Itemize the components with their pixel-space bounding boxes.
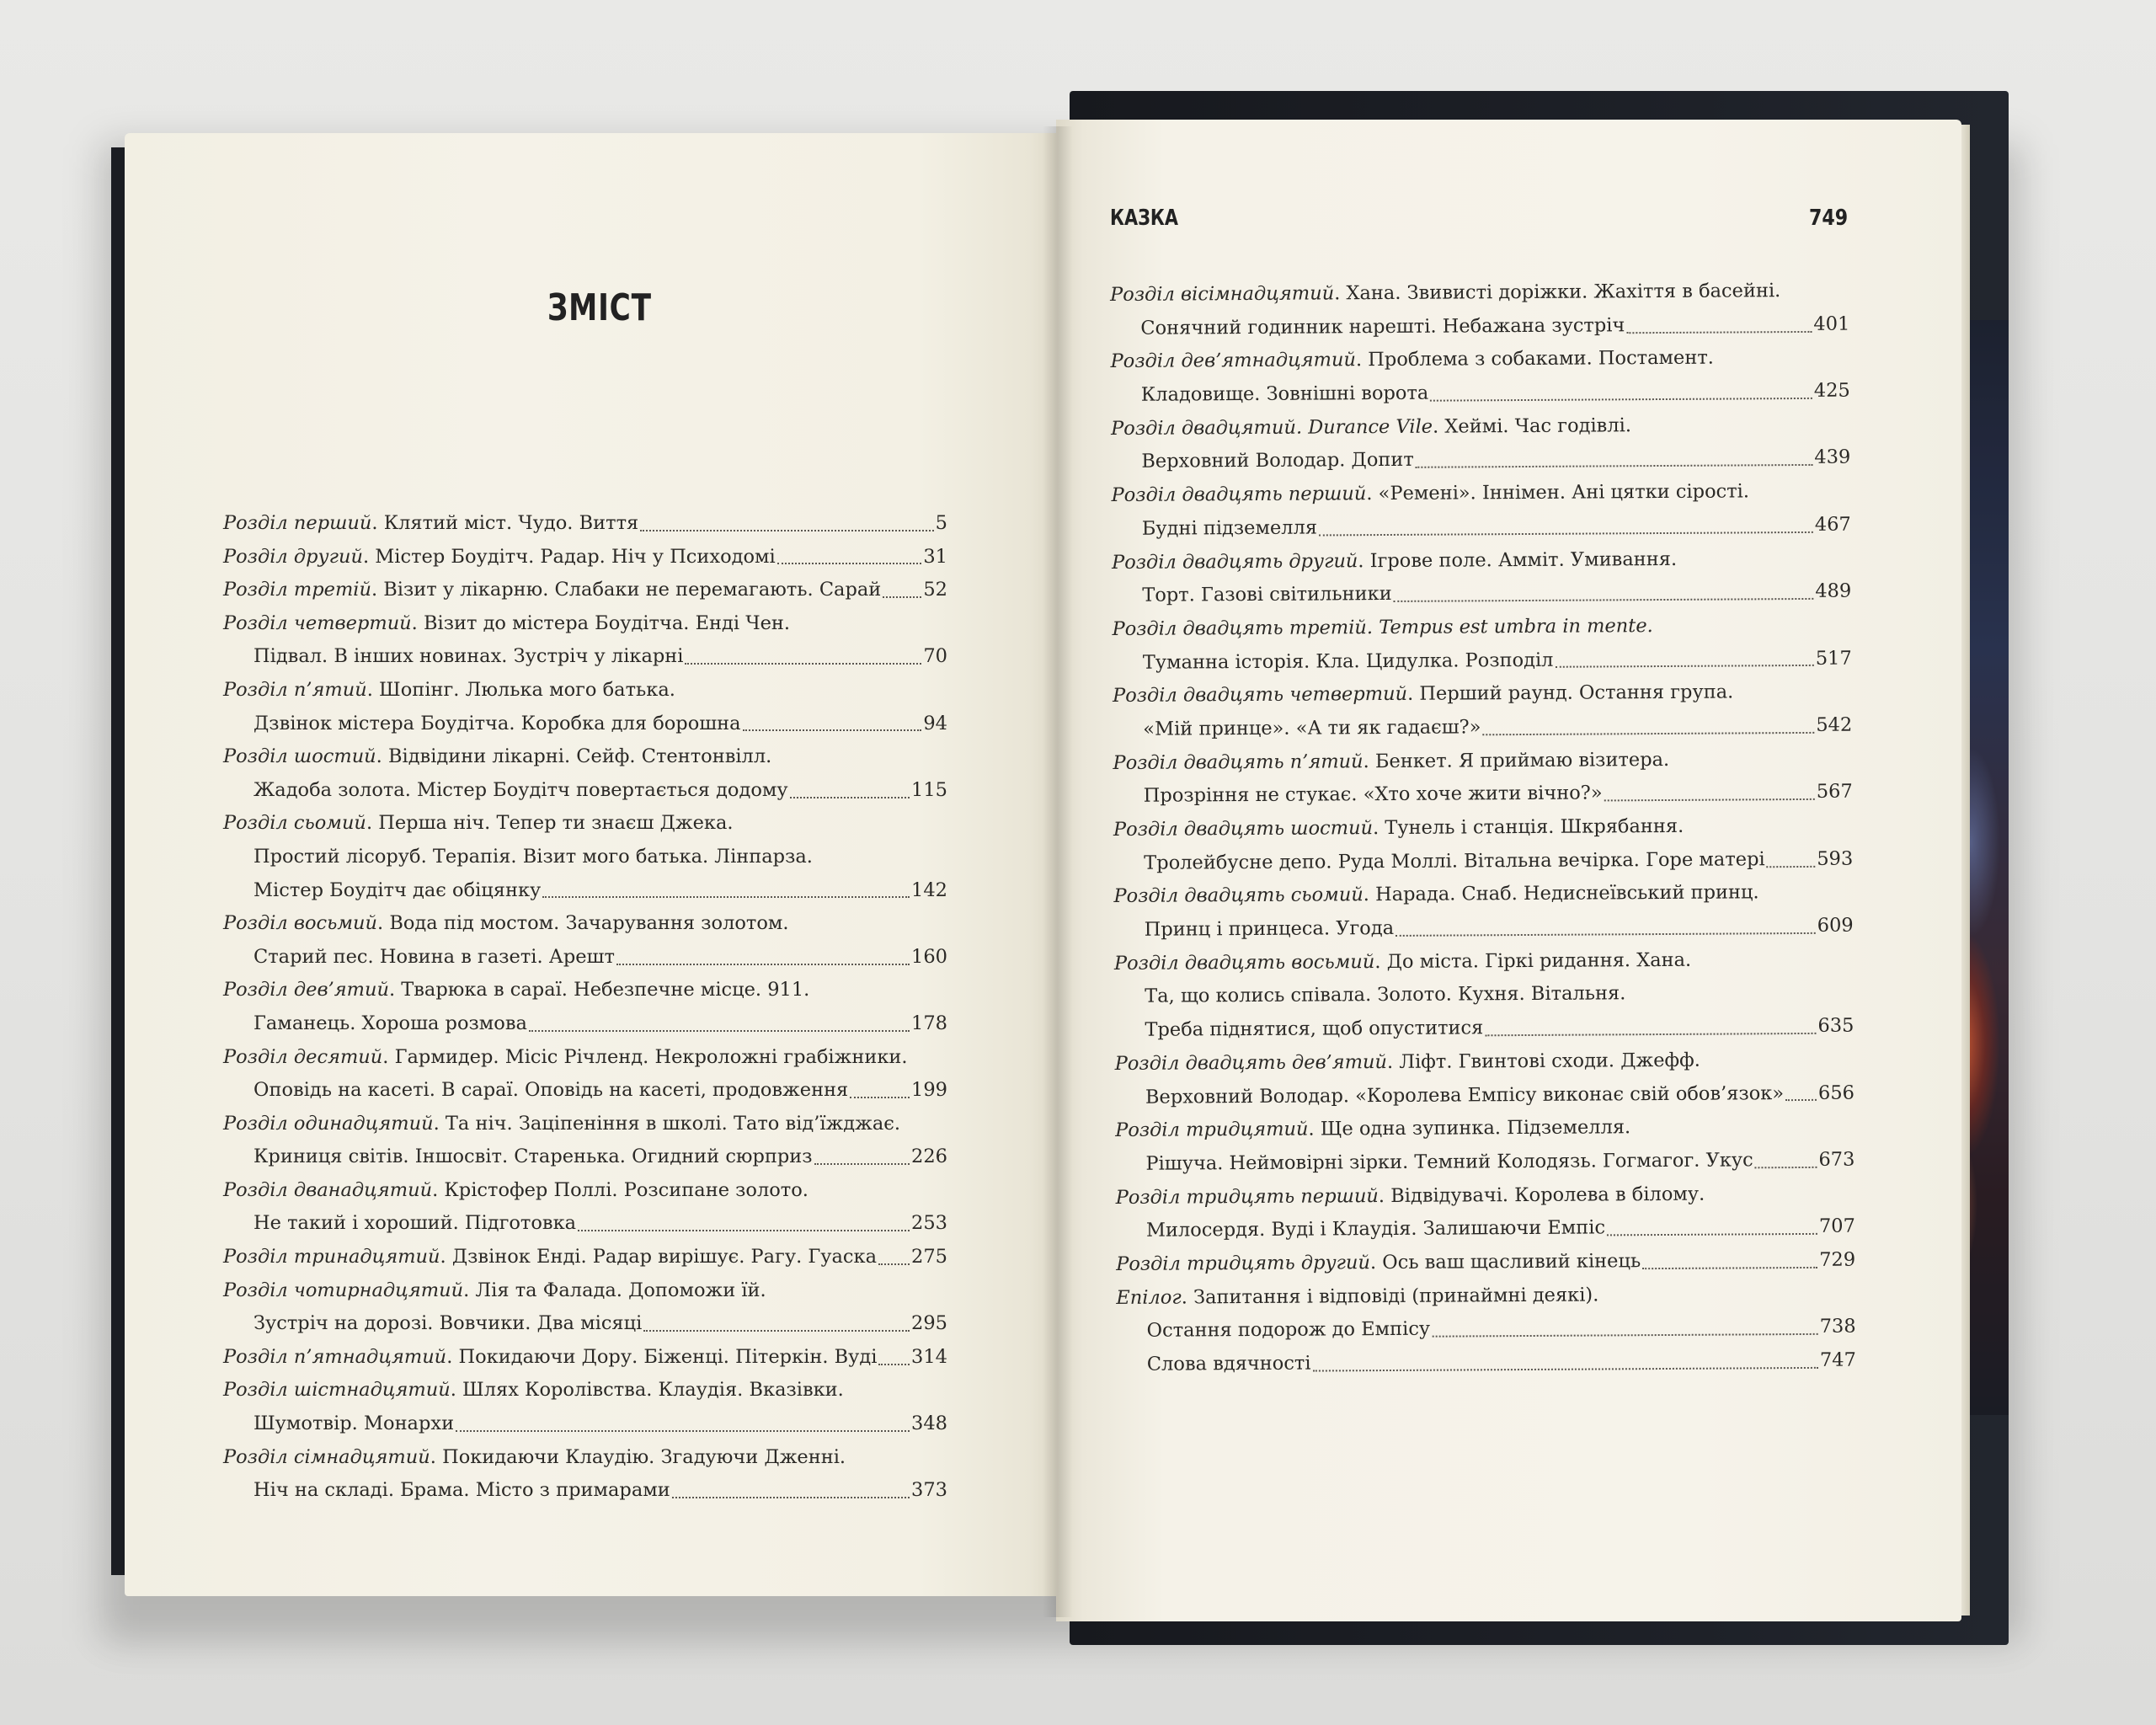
toc-chapter-label: Розділ двадцять восьмий bbox=[1113, 950, 1375, 975]
toc-entry-text: . Крістофер Поллі. Розсипане золото. bbox=[432, 1178, 808, 1201]
toc-line bbox=[223, 1174, 947, 1208]
toc-entry-text: Будні підземелля bbox=[1141, 516, 1318, 540]
toc-entry-text: . Лія та Фалада. Допоможи їй. bbox=[463, 1279, 766, 1301]
toc-page-number: 467 bbox=[1814, 513, 1851, 536]
toc-line bbox=[223, 1407, 947, 1441]
toc-line bbox=[223, 1140, 947, 1174]
toc-entry-text: Криниця світів. Іншосвіт. Старенька. Огидний сюрприз bbox=[253, 1146, 813, 1168]
toc-line bbox=[223, 507, 947, 541]
toc-page-number: 160 bbox=[911, 945, 947, 968]
toc-line bbox=[1113, 876, 1853, 914]
toc-entry-text: «Мій принце». «А ти як гадаєш?» bbox=[1143, 716, 1481, 740]
toc-line bbox=[223, 1074, 947, 1108]
toc-line bbox=[1116, 1210, 1855, 1248]
toc-line bbox=[223, 1007, 947, 1041]
toc-entry-text: . Тварюка в сараї. Небезпечне місце. 911. bbox=[388, 979, 810, 1001]
toc-leader-dots bbox=[1755, 1167, 1817, 1168]
toc-line bbox=[223, 740, 947, 774]
toc-line bbox=[223, 874, 947, 908]
toc-chapter-label: Розділ дев’ятий bbox=[223, 979, 389, 1001]
toc-entry-text: Не такий і хороший. Підготовка bbox=[253, 1212, 577, 1235]
toc-entry-text: . Шлях Королівства. Клаудія. Вказівки. bbox=[450, 1379, 844, 1402]
toc-line bbox=[223, 1374, 947, 1407]
toc-chapter-label: Розділ тринадцятий bbox=[223, 1246, 440, 1268]
toc-entry-text: . «Ремені». Іннімен. Ані цятки сірості. bbox=[1366, 480, 1750, 505]
toc-line bbox=[223, 1307, 947, 1341]
toc-line bbox=[223, 1341, 947, 1375]
toc-leader-dots bbox=[1416, 464, 1813, 468]
toc-line bbox=[1112, 609, 1851, 647]
toc-chapter-label: Розділ двадцять сьомий bbox=[1113, 884, 1364, 908]
toc-entry-text: . Хеймі. Час годівлі. bbox=[1432, 414, 1632, 438]
toc-line bbox=[1111, 408, 1850, 446]
toc-entry-text: Прозріння не стукає. «Хто хоче жити вічно?» bbox=[1143, 782, 1603, 808]
toc-line bbox=[223, 1041, 947, 1075]
toc-chapter-label: Розділ двадцятий. Durance Vile bbox=[1111, 415, 1433, 440]
toc-line bbox=[223, 907, 947, 941]
toc-leader-dots bbox=[1313, 1367, 1818, 1372]
toc-page-number: 439 bbox=[1814, 446, 1851, 469]
toc-chapter-label: Розділ двадцять перший bbox=[1111, 483, 1367, 507]
toc-page-number: 295 bbox=[911, 1312, 947, 1335]
toc-page-number: 425 bbox=[1813, 379, 1850, 402]
toc-line bbox=[223, 1274, 947, 1308]
toc-entry-text: Шумотвір. Монархи bbox=[253, 1413, 455, 1435]
toc-leader-dots bbox=[529, 1030, 910, 1032]
toc-chapter-label: Розділ дванадцятий bbox=[223, 1178, 433, 1201]
toc-entry-text: Дзвінок містера Боудітча. Коробка для борошна bbox=[253, 712, 741, 734]
toc-line bbox=[223, 708, 947, 741]
toc-line bbox=[1110, 307, 1849, 345]
toc-entry-text: . Клятий міст. Чудо. Виття bbox=[371, 512, 639, 534]
toc-entry-text: . Перший раунд. Остання група. bbox=[1406, 681, 1734, 706]
toc-line bbox=[1115, 1143, 1854, 1181]
toc-leader-dots bbox=[814, 1163, 910, 1165]
toc-entry-text: . Дзвінок Енді. Радар вирішує. Рагу. Гуаска bbox=[440, 1246, 878, 1268]
toc-entry-text: . Ігрове поле. Амміт. Умивання. bbox=[1358, 547, 1678, 572]
toc-page-number: 729 bbox=[1819, 1248, 1856, 1271]
toc-line bbox=[223, 1441, 947, 1475]
toc-page-number: 489 bbox=[1815, 579, 1852, 603]
toc-entry-text: . Покидаючи Дору. Біженці. Пітеркін. Вуді bbox=[446, 1345, 878, 1368]
toc-page-number: 253 bbox=[911, 1212, 947, 1235]
toc-leader-dots bbox=[743, 729, 922, 731]
toc-leader-dots bbox=[643, 1330, 910, 1332]
toc-line bbox=[1113, 776, 1853, 814]
toc-entry-text: Оповідь на касеті. В сараї. Оповідь на касеті, продовження bbox=[253, 1079, 849, 1102]
toc-line bbox=[1115, 1076, 1854, 1114]
toc-page-number: 517 bbox=[1815, 647, 1852, 670]
toc-entry-text: . Ще одна зупинка. Підземелля. bbox=[1308, 1116, 1631, 1140]
toc-page-number: 673 bbox=[1818, 1148, 1855, 1171]
toc-entry-text: . Проблема з собаками. Постамент. bbox=[1355, 346, 1714, 371]
toc-entry-text: Зустріч на дорозі. Вовчики. Два місяці bbox=[253, 1312, 643, 1335]
toc-entry-text: . Бенкет. Я приймаю візитера. bbox=[1363, 748, 1670, 772]
toc-line bbox=[223, 640, 947, 674]
toc-chapter-label: Розділ третій bbox=[223, 579, 371, 601]
toc-line bbox=[1113, 676, 1852, 713]
toc-page-number: 52 bbox=[923, 579, 947, 601]
toc-leader-dots bbox=[1394, 598, 1814, 602]
toc-chapter-label: Розділ тридцять другий bbox=[1116, 1252, 1371, 1275]
toc-entry-text: . Запитання і відповіді (принаймні деякі). bbox=[1181, 1284, 1599, 1309]
toc-chapter-label: Розділ п’ятнадцятий bbox=[223, 1345, 447, 1368]
toc-right-column bbox=[1110, 275, 1856, 1382]
toc-chapter-label: Розділ одинадцятий bbox=[223, 1112, 434, 1135]
toc-page-number: 747 bbox=[1819, 1348, 1856, 1371]
toc-line bbox=[1112, 508, 1851, 546]
toc-line bbox=[1117, 1311, 1856, 1348]
toc-line bbox=[223, 574, 947, 607]
toc-line bbox=[1113, 809, 1853, 847]
toc-leader-dots bbox=[1626, 330, 1812, 333]
toc-line bbox=[223, 1474, 947, 1508]
toc-entry-text: . Та ніч. Заціпеніння в школі. Тато від’їжджає. bbox=[433, 1112, 900, 1135]
toc-line bbox=[1111, 475, 1850, 513]
book-gutter bbox=[1043, 126, 1073, 1617]
toc-entry-text: Гаманець. Хороша розмова bbox=[253, 1012, 527, 1034]
toc-line bbox=[223, 541, 947, 574]
toc-line bbox=[1114, 1010, 1854, 1048]
toc-line bbox=[1116, 1244, 1855, 1282]
toc-line bbox=[1115, 1110, 1854, 1148]
toc-leader-dots bbox=[1319, 531, 1813, 537]
toc-entry-text: Ніч на складі. Брама. Місто з примарами bbox=[253, 1479, 670, 1502]
toc-entry-text: . Гармидер. Місіс Річленд. Некроложні грабіжники. bbox=[382, 1045, 908, 1068]
toc-leader-dots bbox=[850, 1097, 910, 1098]
toc-leader-dots bbox=[672, 1497, 910, 1498]
toc-line bbox=[223, 1108, 947, 1141]
toc-entry-text: . До міста. Гіркі ридання. Хана. bbox=[1374, 948, 1692, 973]
toc-page-number: 609 bbox=[1817, 914, 1854, 937]
toc-page-number: 178 bbox=[911, 1012, 947, 1034]
toc-entry-text: Туманна історія. Кла. Цидулка. Розподіл bbox=[1142, 649, 1554, 674]
toc-chapter-label: Розділ двадцять п’ятий bbox=[1113, 750, 1364, 774]
toc-entry-text: . Візит у лікарню. Слабаки не перемагають. Сарай bbox=[371, 579, 882, 601]
toc-chapter-label: Розділ вісімнадцятий bbox=[1110, 282, 1335, 306]
toc-chapter-label: Розділ п’ятий bbox=[223, 678, 367, 701]
toc-chapter-label: Розділ тридцятий bbox=[1115, 1118, 1309, 1142]
toc-line bbox=[1110, 341, 1849, 379]
toc-entry-text: Торт. Газові світильники bbox=[1142, 583, 1392, 606]
toc-entry-text: . Ось ваш щасливий кінець bbox=[1369, 1250, 1641, 1274]
toc-leader-dots bbox=[883, 596, 921, 598]
toc-entry-text: Жадоба золота. Містер Боудітч повертається додому bbox=[253, 778, 788, 801]
toc-leader-dots bbox=[1785, 1099, 1817, 1101]
toc-entry-text: Слова вдячності bbox=[1146, 1352, 1311, 1375]
toc-entry-text: Остання подорож до Емпісу bbox=[1146, 1318, 1431, 1343]
toc-leader-dots bbox=[878, 1263, 910, 1265]
toc-line bbox=[223, 674, 947, 708]
toc-chapter-label: Розділ шостий bbox=[223, 745, 376, 768]
toc-leader-dots bbox=[1485, 1033, 1816, 1036]
toc-chapter-label: Епілог bbox=[1116, 1286, 1182, 1309]
toc-page-number: 142 bbox=[911, 879, 947, 901]
toc-page-number: 70 bbox=[923, 645, 947, 668]
toc-leader-dots bbox=[685, 663, 921, 665]
toc-page-number: 401 bbox=[1813, 312, 1850, 335]
toc-line bbox=[1116, 1177, 1855, 1215]
toc-left-column bbox=[223, 507, 947, 1508]
toc-line bbox=[1116, 1277, 1855, 1315]
toc-line bbox=[1113, 642, 1852, 680]
toc-line bbox=[223, 607, 947, 641]
toc-chapter-label: Розділ двадцять шостий bbox=[1113, 817, 1374, 841]
toc-page-number: 542 bbox=[1816, 713, 1853, 736]
toc-chapter-label: Розділ двадцять другий bbox=[1111, 549, 1358, 574]
toc-entry-text: . Ліфт. Гвинтові сходи. Джефф. bbox=[1386, 1049, 1700, 1073]
toc-page-number: 115 bbox=[911, 778, 947, 801]
toc-page-number: 31 bbox=[923, 545, 947, 568]
toc-entry-text: . Нарада. Снаб. Недиснеївський принц. bbox=[1363, 881, 1759, 906]
toc-line bbox=[223, 1207, 947, 1241]
toc-leader-dots bbox=[1430, 398, 1812, 402]
toc-chapter-label: Розділ тридцять перший bbox=[1115, 1184, 1379, 1209]
toc-chapter-label: Розділ двадцять четвертий bbox=[1112, 683, 1408, 708]
toc-entry-text: Треба піднятися, щоб опуститися bbox=[1145, 1017, 1484, 1041]
toc-line bbox=[223, 841, 947, 874]
toc-page-number: 348 bbox=[911, 1413, 947, 1435]
toc-chapter-label: Розділ четвертий bbox=[223, 611, 412, 634]
toc-chapter-label: Розділ шістнадцятий bbox=[223, 1379, 451, 1402]
toc-leader-dots bbox=[1396, 932, 1816, 937]
toc-leader-dots bbox=[1607, 1233, 1817, 1236]
toc-entry-text: Верховний Володар. «Королева Емпісу виконає свій обов’язок» bbox=[1145, 1081, 1785, 1108]
running-head-page-number: 749 bbox=[1809, 206, 1849, 231]
toc-leader-dots bbox=[1642, 1267, 1817, 1269]
toc-line bbox=[1112, 575, 1851, 613]
toc-leader-dots bbox=[878, 1364, 910, 1365]
toc-chapter-label: Розділ другий bbox=[223, 545, 363, 568]
toc-chapter-label: Розділ сімнадцятий bbox=[223, 1445, 430, 1468]
toc-page-number: 738 bbox=[1819, 1315, 1856, 1338]
toc-leader-dots bbox=[790, 797, 910, 798]
toc-entry-text: Містер Боудітч дає обіцянку bbox=[253, 879, 542, 901]
toc-leader-dots bbox=[1482, 732, 1814, 735]
toc-page-number: 226 bbox=[911, 1146, 947, 1168]
toc-chapter-label: Розділ двадцять дев’ятий bbox=[1114, 1050, 1388, 1075]
toc-leader-dots bbox=[1604, 798, 1815, 802]
toc-page-number: 275 bbox=[911, 1246, 947, 1268]
toc-leader-dots bbox=[1767, 865, 1816, 867]
toc-entry-text: Кладовище. Зовнішні ворота bbox=[1140, 382, 1429, 406]
toc-entry-text: . Хана. Звивисті доріжки. Жахіття в басейні. bbox=[1334, 280, 1781, 305]
toc-chapter-label: Розділ двадцять третій. Tempus est umbra in mente. bbox=[1112, 614, 1653, 640]
toc-entry-text: . Шопінг. Люлька мого батька. bbox=[366, 678, 675, 701]
toc-leader-dots bbox=[1555, 665, 1813, 668]
toc-page-number: 656 bbox=[1817, 1081, 1854, 1104]
toc-line bbox=[1117, 1344, 1856, 1382]
toc-page-number: 314 bbox=[911, 1345, 947, 1368]
toc-chapter-label: Розділ перший bbox=[223, 512, 372, 534]
toc-line bbox=[1113, 742, 1852, 780]
toc-entry-text: Верховний Володар. Допит bbox=[1141, 449, 1414, 473]
toc-page-number: 94 bbox=[923, 712, 947, 734]
toc-chapter-label: Розділ сьомий bbox=[223, 812, 366, 835]
toc-line bbox=[1114, 910, 1854, 948]
toc-leader-dots bbox=[542, 896, 910, 898]
toc-entry-text: Тролейбусне депо. Руда Моллі. Вітальна вечірка. Горе матері bbox=[1144, 847, 1765, 874]
toc-line bbox=[223, 1241, 947, 1274]
toc-entry-text: Принц і принцеса. Угода bbox=[1144, 917, 1395, 941]
toc-entry-text: Сонячний годинник нарешті. Небажана зустріч bbox=[1140, 313, 1625, 339]
toc-line bbox=[1113, 709, 1852, 747]
toc-line bbox=[223, 974, 947, 1007]
toc-entry-text: Простий лісоруб. Терапія. Візит мого батька. Лінпарза. bbox=[253, 845, 813, 868]
toc-page-number: 373 bbox=[911, 1479, 947, 1502]
toc-leader-dots bbox=[616, 964, 910, 965]
toc-page-number: 707 bbox=[1818, 1215, 1855, 1238]
toc-line bbox=[1112, 542, 1851, 579]
toc-chapter-label: Розділ десятий bbox=[223, 1045, 383, 1068]
toc-heading: ЗМІСТ bbox=[547, 286, 652, 329]
toc-line bbox=[223, 774, 947, 808]
toc-entry-text: . Тунель і станція. Шкрябання. bbox=[1372, 814, 1684, 840]
toc-entry-text: Підвал. В інших новинах. Зустріч у лікарні bbox=[253, 645, 684, 668]
toc-entry-text: . Перша ніч. Тепер ти знаєш Джека. bbox=[366, 812, 734, 835]
page-block-edge bbox=[1961, 125, 1970, 1616]
toc-chapter-label: Розділ чотирнадцятий bbox=[223, 1279, 464, 1301]
toc-leader-dots bbox=[578, 1230, 910, 1231]
toc-page-number: 593 bbox=[1817, 847, 1854, 870]
running-head-title: КАЗКА bbox=[1110, 206, 1178, 231]
toc-line bbox=[1113, 842, 1853, 880]
toc-entry-text: . Містер Боудітч. Радар. Ніч у Психодомі bbox=[362, 545, 776, 568]
toc-entry-text: Старий пес. Новина в газеті. Арешт bbox=[253, 945, 615, 968]
toc-page-number: 635 bbox=[1817, 1014, 1854, 1038]
toc-chapter-label: Розділ восьмий bbox=[223, 912, 378, 935]
toc-line bbox=[1111, 441, 1850, 479]
toc-entry-text: . Відвідувачі. Королева в білому. bbox=[1378, 1183, 1705, 1207]
toc-entry-text: . Відвідини лікарні. Сейф. Стентонвілл. bbox=[376, 745, 772, 768]
toc-page-number: 567 bbox=[1816, 780, 1853, 804]
toc-line bbox=[1114, 943, 1854, 980]
toc-page-number: 5 bbox=[935, 512, 947, 534]
toc-entry-text: Та, що колись співала. Золото. Кухня. Вітальня. bbox=[1145, 982, 1626, 1008]
toc-line bbox=[223, 807, 947, 841]
toc-line bbox=[1114, 976, 1854, 1014]
toc-line bbox=[1110, 275, 1849, 312]
toc-line bbox=[1111, 375, 1850, 413]
toc-entry-text: . Візит до містера Боудітча. Енді Чен. bbox=[411, 611, 791, 634]
toc-leader-dots bbox=[1432, 1333, 1818, 1338]
toc-page-number: 199 bbox=[911, 1079, 947, 1102]
toc-entry-text: . Вода під мостом. Зачарування золотом. bbox=[377, 912, 789, 935]
toc-chapter-label: Розділ дев’ятнадцятий bbox=[1110, 349, 1357, 373]
toc-leader-dots bbox=[456, 1430, 910, 1432]
toc-leader-dots bbox=[640, 530, 933, 531]
toc-line bbox=[223, 941, 947, 975]
toc-entry-text: . Покидаючи Клаудію. Згадуючи Дженні. bbox=[430, 1445, 846, 1468]
toc-line bbox=[1115, 1043, 1854, 1081]
toc-leader-dots bbox=[777, 563, 922, 564]
toc-entry-text: Милосердя. Вуді і Клаудія. Залишаючи Емпіс bbox=[1145, 1216, 1606, 1242]
toc-entry-text: Рішуча. Неймовірні зірки. Темний Колодязь. Гогмагог. Укус bbox=[1145, 1149, 1753, 1175]
